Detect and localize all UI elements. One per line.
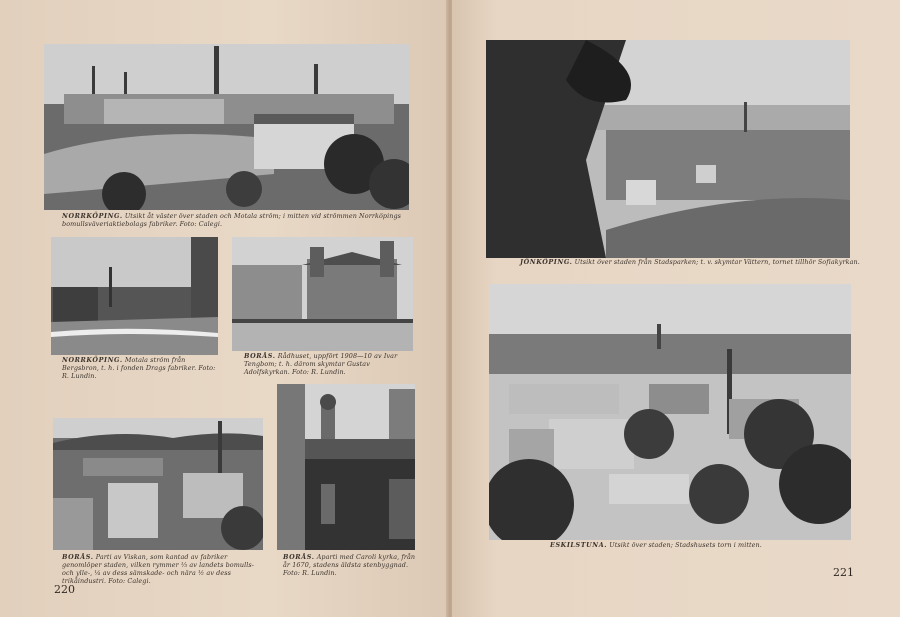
photo-norrkoping-panorama [44, 44, 409, 210]
photo-boras-viskan [53, 418, 263, 550]
page-number-right: 221 [833, 566, 854, 579]
photo-eskilstuna [489, 284, 851, 540]
page-number-left: 220 [54, 583, 75, 596]
caption-boras-3 [283, 553, 418, 577]
caption-jonkoping [520, 258, 860, 266]
caption-eskilstuna [550, 541, 860, 549]
caption-place: BORÅS. [283, 553, 315, 561]
caption-place: ESKILSTUNA. [550, 541, 608, 549]
caption-boras-2 [62, 553, 262, 585]
caption-norrkoping-1 [62, 212, 412, 228]
caption-place: JÖNKÖPING. [520, 258, 573, 266]
caption-text: Motala ström från Bergsbron, t. h. i fonden Drags fabriker. Foto: R. Lundin. [62, 356, 216, 380]
caption-place: BORÅS. [244, 352, 276, 360]
caption-text: Utsikt åt väster över staden och Motala ström; i mitten vid strömmen Norrköpings bomullsväveriaktiebolags fabriker. Foto: Calegi. [62, 212, 402, 228]
photo-norrkoping-motala [51, 237, 218, 355]
photo-boras-radhuset [232, 237, 413, 351]
caption-text: Utsikt över staden; Stadshusets torn i mitten. [609, 541, 762, 549]
caption-place: NORRKÖPING. [62, 356, 123, 364]
caption-text: Aparti med Caroli kyrka, från år 1670, stadens äldsta stenbyggnad. Foto: R. Lundin. [283, 553, 416, 577]
caption-text: Rådhuset, uppfört 1908—10 av Ivar Tengbom; t. h. därom skymtar Gustav Adolfskyrkan. Foto: R. Lundin. [244, 352, 398, 376]
caption-norrkoping-2 [62, 356, 222, 380]
left-page [0, 0, 448, 617]
caption-place: BORÅS. [62, 553, 94, 561]
caption-text: Utsikt över staden från Stadsparken; t. v. skymtar Vättern, tornet tillhör Sofiakyrkan. [574, 258, 860, 266]
photo-boras-caroli [277, 384, 415, 550]
caption-place: NORRKÖPING. [62, 212, 123, 220]
caption-boras-1 [244, 352, 414, 376]
photo-jonkoping [486, 40, 850, 258]
right-page [452, 0, 900, 617]
caption-text: Parti av Viskan, som kantad av fabriker genomlöper staden, vilken rymmer ⅓ av landets bomulls- och ylle-, ¼ av dess sämskade- och nära ½ av dess trikåindustri. Foto: Calegi. [62, 553, 255, 585]
